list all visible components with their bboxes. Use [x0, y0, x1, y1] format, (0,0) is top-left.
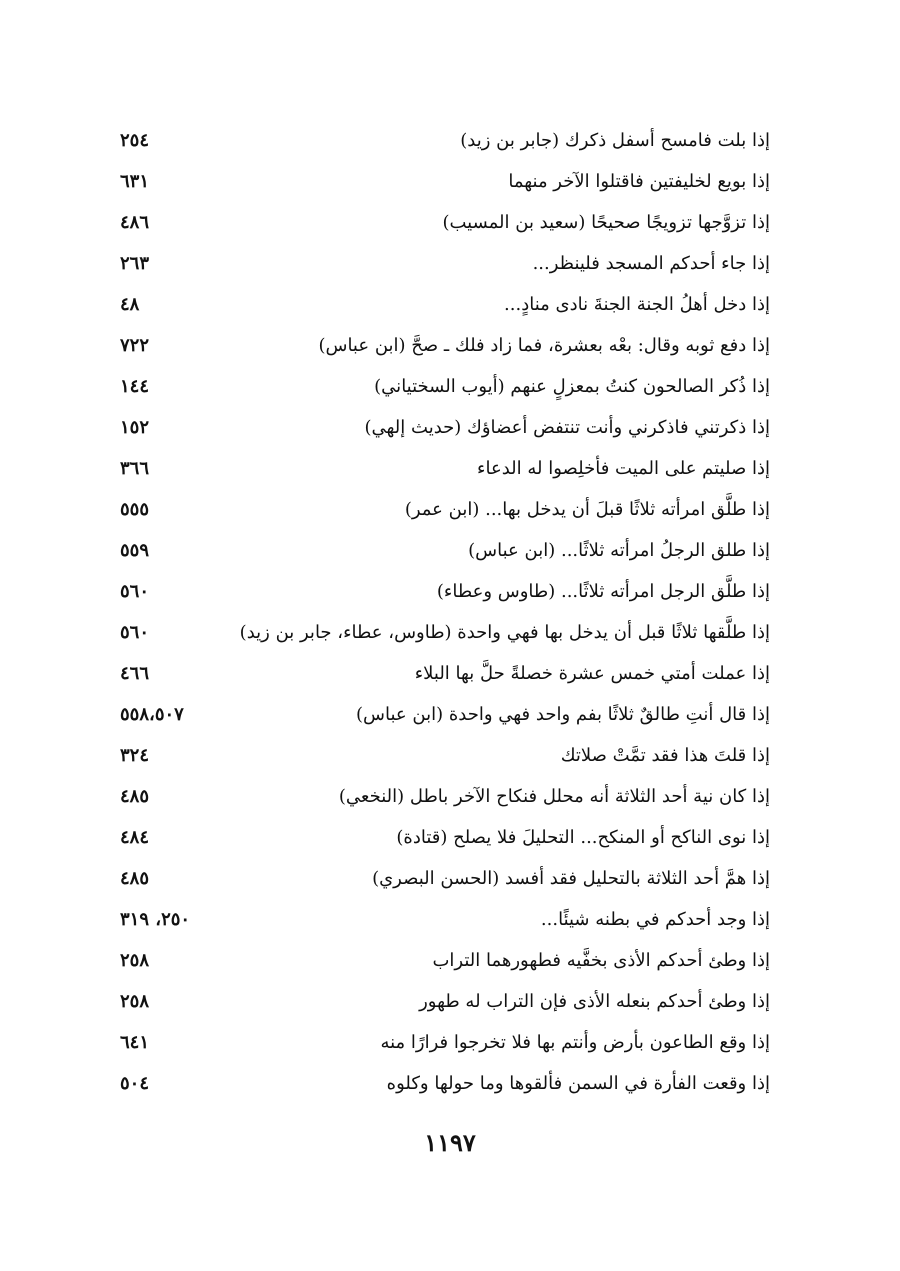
entry-text: إذا همَّ أحد الثلاثة بالتحليل فقد أفسد (الحسن البصري) [372, 868, 770, 889]
index-entry [120, 284, 770, 325]
entry-text: إذا ذكرتني فاذكرني وأنت تنتفض أعضاؤك (حديث إلهي) [364, 417, 770, 438]
index-entry [120, 161, 770, 202]
index-entry [120, 243, 770, 284]
entry-text: إذا دخل أهلُ الجنة الجنةَ نادى منادٍ... [504, 294, 770, 315]
entry-text: إذا وجد أحدكم في بطنه شيئًا... [540, 909, 770, 930]
entry-page-ref: ٢٥٨ [120, 950, 150, 971]
index-entry [120, 653, 770, 694]
index-entry [120, 120, 770, 161]
entry-page-ref: ٤٨٥ [120, 868, 150, 889]
entry-text: إذا طلَّق امرأته ثلاثًا قبلَ أن يدخل بها... (ابن عمر) [404, 499, 770, 520]
entry-text: إذا عملت أمتي خمس عشرة خصلةً حلَّ بها البلاء [414, 663, 770, 684]
index-entry [120, 858, 770, 899]
entry-page-ref: ٧٢٢ [120, 335, 150, 356]
entry-page-ref: ٤٦٦ [120, 663, 150, 684]
entry-text: إذا صليتم على الميت فأخلِصوا له الدعاء [477, 458, 770, 479]
index-entry [120, 817, 770, 858]
entry-text: إذا بويع لخليفتين فاقتلوا الآخر منهما [508, 171, 770, 192]
entry-text: إذا نوى الناكح أو المنكح... التحليلَ فلا يصلح (قتادة) [396, 827, 770, 848]
index-entry [120, 407, 770, 448]
index-entry [120, 202, 770, 243]
index-entry [120, 776, 770, 817]
entry-page-ref: ٢٥٨ [120, 991, 150, 1012]
entry-page-ref: ٦٣١ [120, 171, 150, 192]
index-entry [120, 735, 770, 776]
entry-page-ref: ٣٢٤ [120, 745, 150, 766]
entry-text: إذا تزوَّجها تزويجًا صحيحًا (سعيد بن المسيب) [442, 212, 770, 233]
entry-page-ref: ٦٤١ [120, 1032, 150, 1053]
entry-text: إذا جاء أحدكم المسجد فلينظر... [532, 253, 770, 274]
entry-text: إذا وطئ أحدكم بنعله الأذى فإن التراب له طهور [419, 991, 770, 1012]
entry-page-ref: ٤٨٦ [120, 212, 150, 233]
entry-text: إذا طلق الرجلُ امرأته ثلاثًا... (ابن عباس) [468, 540, 770, 561]
entry-page-ref: ٢٥٤ [120, 130, 150, 151]
entry-page-ref: ٢٥٠، ٣١٩ [120, 909, 191, 930]
entry-text: إذا طلَّقها ثلاثًا قبل أن يدخل بها فهي واحدة (طاوس، عطاء، جابر بن زيد) [239, 622, 770, 643]
entry-text: إذا طلَّق الرجل امرأته ثلاثًا... (طاوس وعطاء) [436, 581, 770, 602]
entry-text: إذا كان نية أحد الثلاثة أنه محلل فنكاح الآخر باطل (النخعي) [338, 786, 770, 807]
entry-page-ref: ٣٦٦ [120, 458, 150, 479]
index-entry [120, 448, 770, 489]
index-entry [120, 981, 770, 1022]
index-entry [120, 325, 770, 366]
entry-page-ref: ٢٦٣ [120, 253, 150, 274]
entry-page-ref: ٥٥٨،٥٠٧ [120, 704, 184, 725]
entry-page-ref: ٥٦٠ [120, 581, 150, 602]
entry-text: إذا بلت فامسح أسفل ذكرك (جابر بن زيد) [460, 130, 770, 151]
entry-text: إذا قلتَ هذا فقد تمَّتْ صلاتك [560, 745, 770, 766]
index-entry [120, 899, 770, 940]
index-entry [120, 571, 770, 612]
entry-page-ref: ٥٠٤ [120, 1073, 150, 1094]
index-list [120, 120, 770, 1104]
index-entry [120, 489, 770, 530]
entry-text: إذا وطئ أحدكم الأذى بخفَّيه فطهورهما التراب [432, 950, 770, 971]
index-entry [120, 940, 770, 981]
entry-page-ref: ٥٦٠ [120, 622, 150, 643]
entry-text: إذا دفع ثوبه وقال: بعْه بعشرة، فما زاد فلك ـ صحَّ (ابن عباس) [318, 335, 770, 356]
entry-page-ref: ٥٥٥ [120, 499, 150, 520]
entry-page-ref: ١٤٤ [120, 376, 150, 397]
index-entry [120, 694, 770, 735]
entry-page-ref: ٥٥٩ [120, 540, 150, 561]
entry-text: إذا وقع الطاعون بأرض وأنتم بها فلا تخرجوا فرارًا منه [380, 1032, 770, 1053]
index-entry [120, 612, 770, 653]
index-entry [120, 530, 770, 571]
page-number: ١١٩٧ [424, 1128, 476, 1157]
entry-text: إذا وقعت الفأرة في السمن فألقوها وما حولها وكلوه [386, 1073, 770, 1094]
index-entry [120, 366, 770, 407]
entry-page-ref: ٤٨٤ [120, 827, 150, 848]
entry-page-ref: ٤٨٥ [120, 786, 150, 807]
entry-text: إذا ذُكر الصالحون كنتُ بمعزلٍ عنهم (أيوب السختياني) [374, 376, 770, 397]
index-entry [120, 1063, 770, 1104]
entry-text: إذا قال أنتِ طالقٌ ثلاثًا بفم واحد فهي واحدة (ابن عباس) [356, 704, 770, 725]
index-entry [120, 1022, 770, 1063]
entry-page-ref: ١٥٢ [120, 417, 150, 438]
entry-page-ref: ٤٨ [120, 294, 140, 315]
